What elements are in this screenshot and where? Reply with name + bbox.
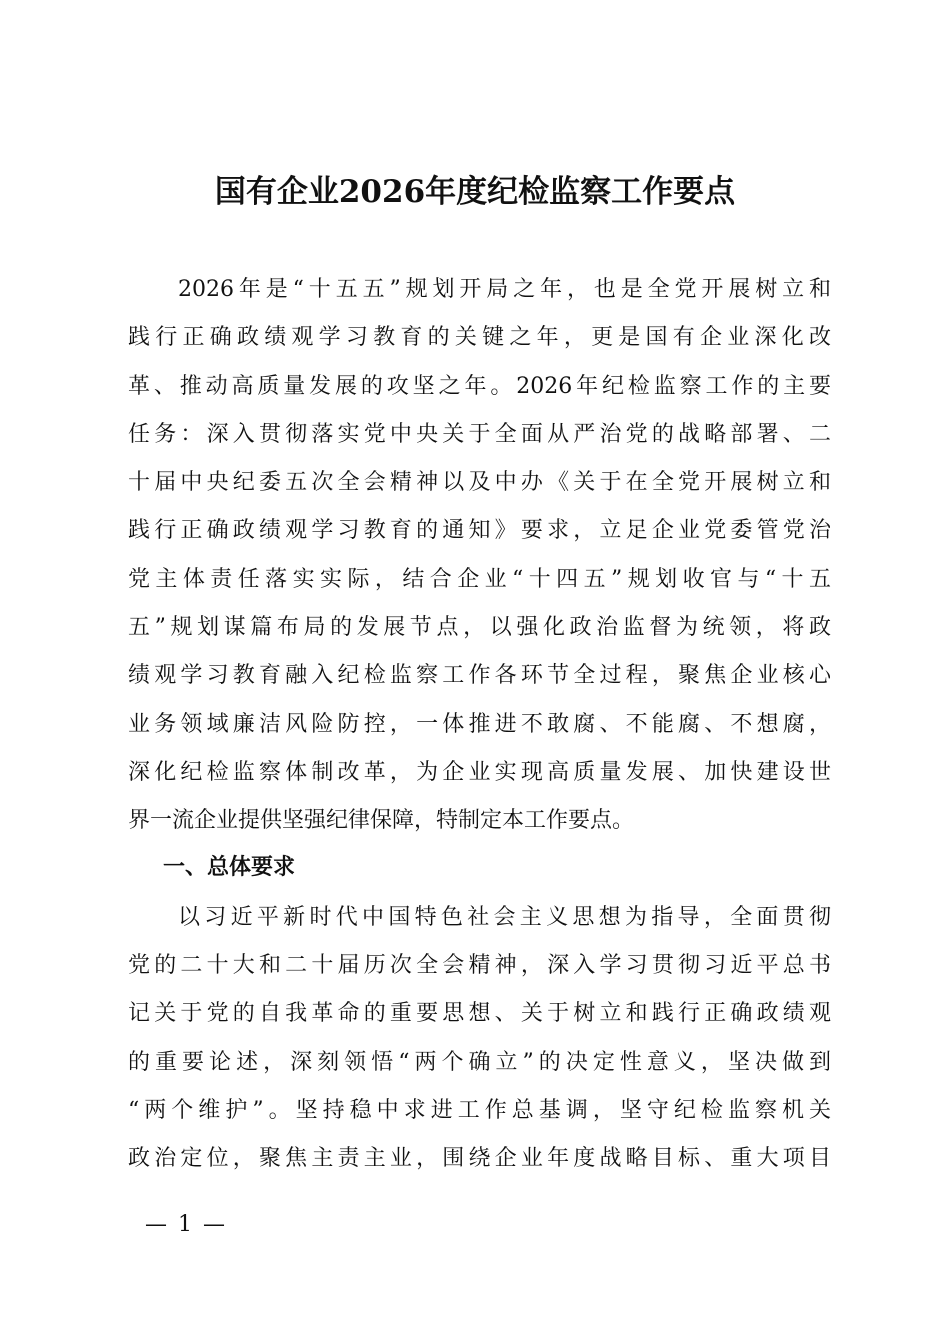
text-line: 界一流企业提供坚强纪律保障，特制定本工作要点。: [128, 808, 635, 834]
text-line: 2026年是“十五五”规划开局之年，也是全党开展树立和: [178, 277, 831, 302]
text-line: 的重要论述，深刻领悟“两个确立”的决定性意义，坚决做到: [128, 1049, 831, 1075]
document-body: [128, 266, 831, 1184]
text-line: 绩观学习教育融入纪检监察工作各环节全过程，聚焦企业核心: [128, 663, 831, 689]
text-line: 政治定位，聚焦主责主业，围绕企业年度战略目标、重大项目: [128, 1146, 831, 1172]
text-line: 党的二十大和二十届历次全会精神，深入学习贯彻习近平总书: [128, 953, 831, 979]
text-line: 十届中央纪委五次全会精神以及中办《关于在全党开展树立和: [128, 470, 831, 496]
document-title: 国有企业2026年度纪检监察工作要点: [214, 174, 736, 210]
paragraph-intro: [128, 266, 831, 846]
page-number: — 1 —: [145, 1212, 227, 1237]
text-line: 践行正确政绩观学习教育的通知》要求，立足企业党委管党治: [128, 518, 831, 544]
text-line: 党主体责任落实实际，结合企业“十四五”规划收官与“十五: [128, 566, 831, 592]
text-line: 践行正确政绩观学习教育的关键之年，更是国有企业深化改: [128, 325, 831, 351]
text-line: “两个维护”。坚持稳中求进工作总基调，坚守纪检监察机关: [128, 1098, 831, 1124]
text-line: 深化纪检监察体制改革，为企业实现高质量发展、加快建设世: [128, 759, 831, 785]
text-line: 业务领域廉洁风险防控，一体推进不敢腐、不能腐、不想腐，: [128, 711, 831, 737]
text-line: 革、推动高质量发展的攻坚之年。2026年纪检监察工作的主要: [128, 373, 831, 399]
text-line: 记关于党的自我革命的重要思想、关于树立和践行正确政绩观: [128, 1001, 831, 1027]
text-line: 以习近平新时代中国特色社会主义思想为指导，全面贯彻: [178, 904, 831, 930]
text-line: 五”规划谋篇布局的发展节点，以强化政治监督为统领，将政: [128, 615, 831, 641]
section-heading: 一、总体要求: [163, 854, 296, 880]
paragraph-general-requirements: [128, 894, 831, 1184]
text-line: 任务：深入贯彻落实党中央关于全面从严治党的战略部署、二: [128, 421, 831, 447]
